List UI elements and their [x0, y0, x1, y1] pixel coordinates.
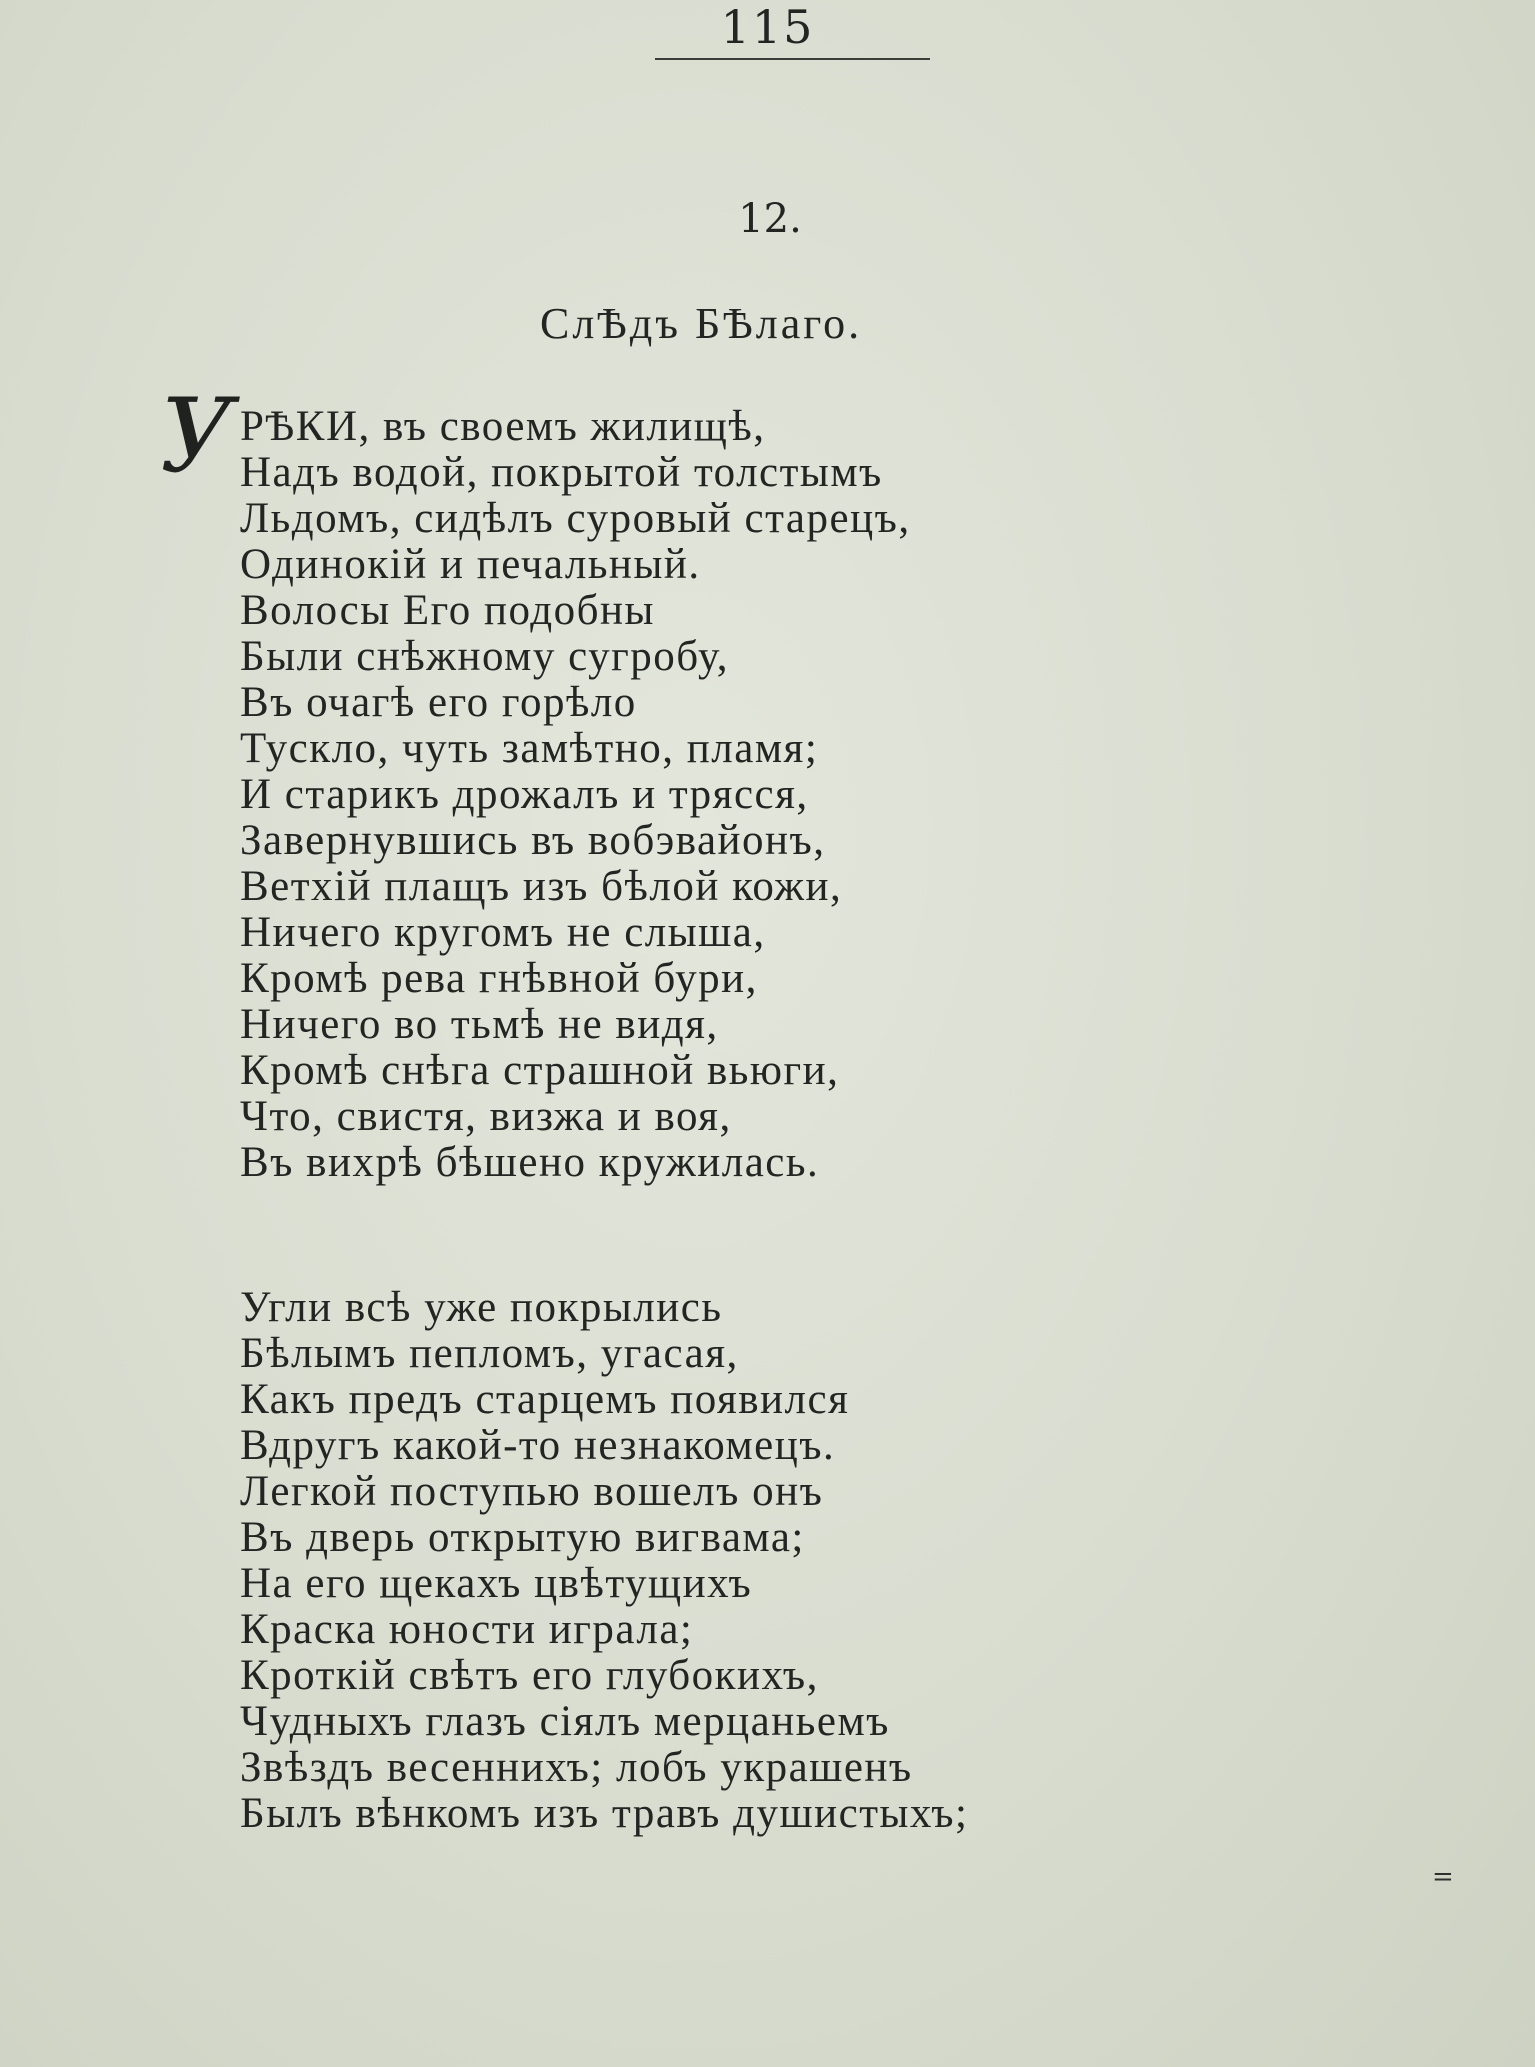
verse-line: Тускло, чуть замѣтно, пламя;	[240, 725, 819, 772]
verse-line: Чудныхъ глазъ сіялъ мерцаньемъ	[240, 1698, 890, 1745]
header-rule	[655, 58, 930, 60]
poem-title: СлѢдъ БѢлаго.	[540, 299, 863, 348]
verse-line: Льдомъ, сидѣлъ суровый старецъ,	[240, 495, 911, 542]
verse-line: Кроткій свѣтъ его глубокихъ,	[240, 1652, 819, 1699]
verse-line: Въ вихрѣ бѣшено кружилась.	[240, 1139, 820, 1186]
verse-line: Ничего кругомъ не слыша,	[240, 909, 766, 956]
margin-mark: =	[1432, 1862, 1454, 1892]
verse-line: Краска юности играла;	[240, 1606, 694, 1653]
verse-line: Что, свистя, визжа и воя,	[240, 1093, 732, 1140]
verse-line: Одинокій и печальный.	[240, 541, 701, 588]
verse-line: Какъ предъ старцемъ появился	[240, 1376, 850, 1423]
verse-line: Ничего во тьмѣ не видя,	[240, 1001, 719, 1048]
verse-line: РѢКИ, въ своемъ жилищѣ,	[240, 403, 766, 450]
verse-line: Кромѣ рева гнѣвной бури,	[240, 955, 758, 1002]
verse-line: Кромѣ снѣга страшной вьюги,	[240, 1047, 840, 1094]
page-number: 115	[720, 0, 815, 54]
stanza-2	[240, 1285, 968, 1837]
verse-line: На его щекахъ цвѣтущихъ	[240, 1560, 753, 1607]
verse-line: Вдругъ какой-то незнакомецъ.	[240, 1422, 836, 1469]
stanza-1	[240, 404, 911, 1186]
verse-line: Надъ водой, покрытой толстымъ	[240, 449, 883, 496]
verse-line: Бѣлымъ пепломъ, угасая,	[240, 1330, 739, 1377]
verse-line: Волосы Его подобны	[240, 587, 655, 634]
verse-line: Были снѣжному сугробу,	[240, 633, 729, 680]
verse-line: Легкой поступью вошелъ онъ	[240, 1468, 824, 1515]
verse-line: Ветхій плащъ изъ бѣлой кожи,	[240, 863, 843, 910]
verse-line: Угли всѣ уже покрылись	[240, 1284, 723, 1331]
verse-line: Въ дверь открытую вигвама;	[240, 1514, 805, 1561]
verse-line: И старикъ дрожалъ и трясся,	[240, 771, 809, 818]
verse-line: Былъ вѣнкомъ изъ травъ душистыхъ;	[240, 1790, 969, 1837]
poem-number: 12.	[738, 196, 802, 242]
verse-line: Завернувшись въ вобэвайонъ,	[240, 817, 826, 864]
drop-cap: У	[160, 377, 234, 496]
verse-line: Звѣздъ весеннихъ; лобъ украшенъ	[240, 1744, 913, 1791]
verse-line: Въ очагѣ его горѣло	[240, 679, 637, 726]
